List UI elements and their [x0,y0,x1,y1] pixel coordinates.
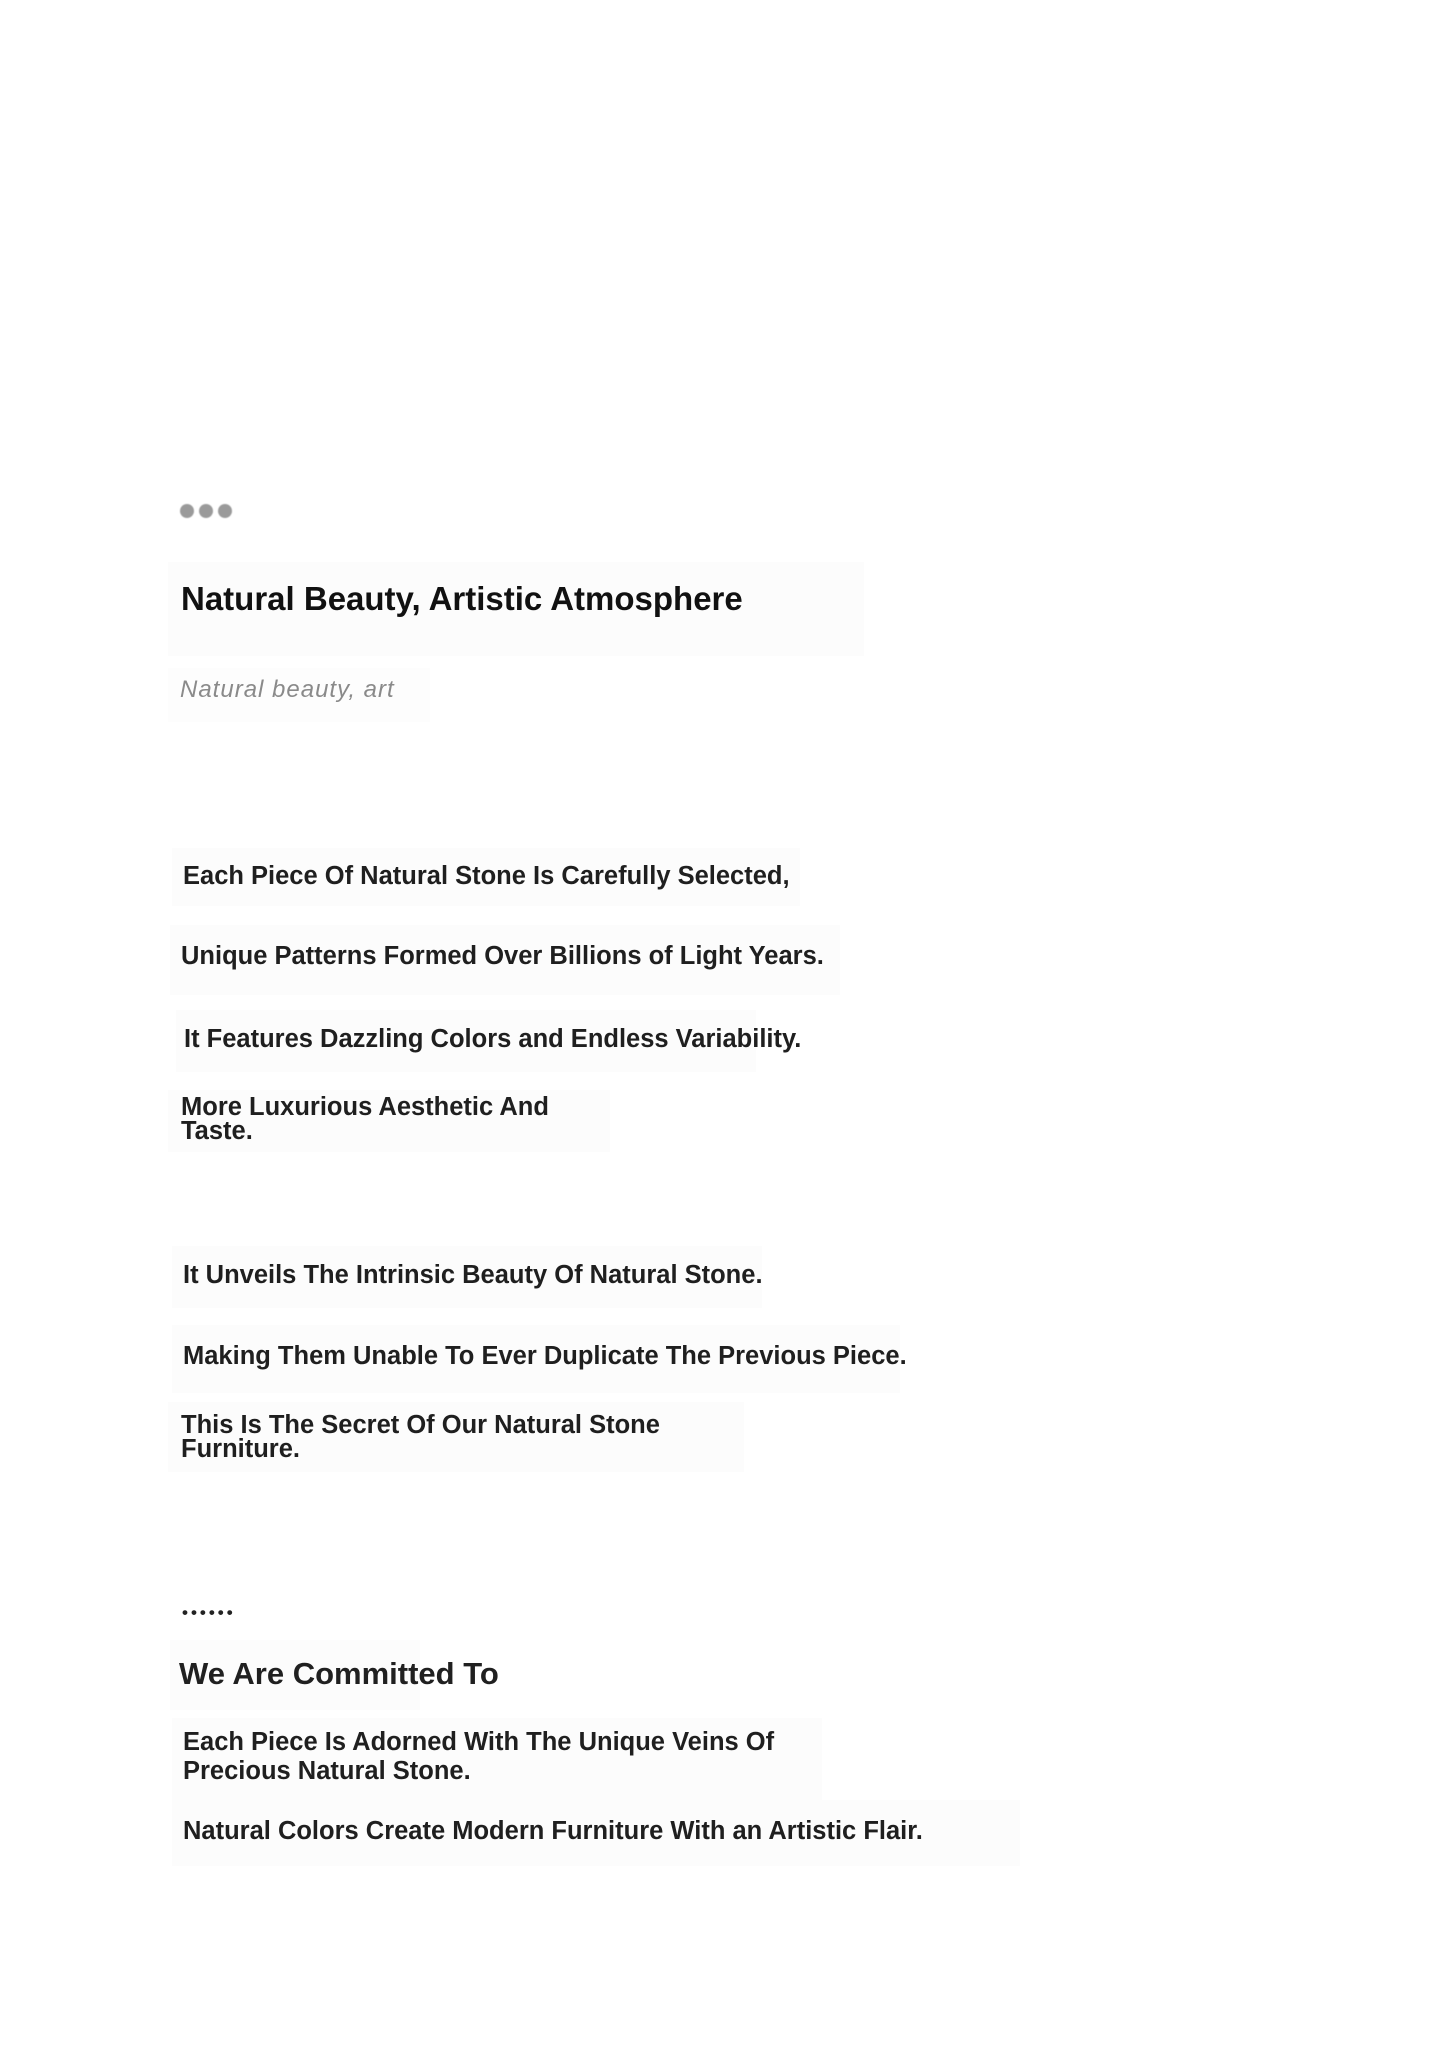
section3-line-1: Each Piece Is Adorned With The Unique Veins Of Precious Natural Stone. [172,1718,822,1806]
divider-dots: •••••• [182,1603,236,1622]
section2-line-2: Making Them Unable To Ever Duplicate The Previous Piece. [172,1325,900,1393]
section1-line-1: Each Piece Of Natural Stone Is Carefully Selected, [172,848,800,906]
section1-line-2: Unique Patterns Formed Over Billions of Light Years. [170,925,840,995]
page-subtitle: Natural beauty, art [168,668,430,722]
section1-line-4: More Luxurious Aesthetic And Taste. [168,1090,610,1152]
section3-line-2: Natural Colors Create Modern Furniture With an Artistic Flair. [172,1800,1020,1866]
section2-line-1: It Unveils The Intrinsic Beauty Of Natural Stone. [172,1246,762,1308]
page-title: Natural Beauty, Artistic Atmosphere [168,562,864,656]
dot [180,504,194,518]
dot [199,504,213,518]
dot [218,504,232,518]
section2-line-3: This Is The Secret Of Our Natural Stone Furniture. [168,1402,744,1472]
three-dots-icon [180,504,232,518]
section-heading: We Are Committed To [170,1640,420,1710]
section1-line-3: It Features Dazzling Colors and Endless Variability. [176,1010,756,1072]
